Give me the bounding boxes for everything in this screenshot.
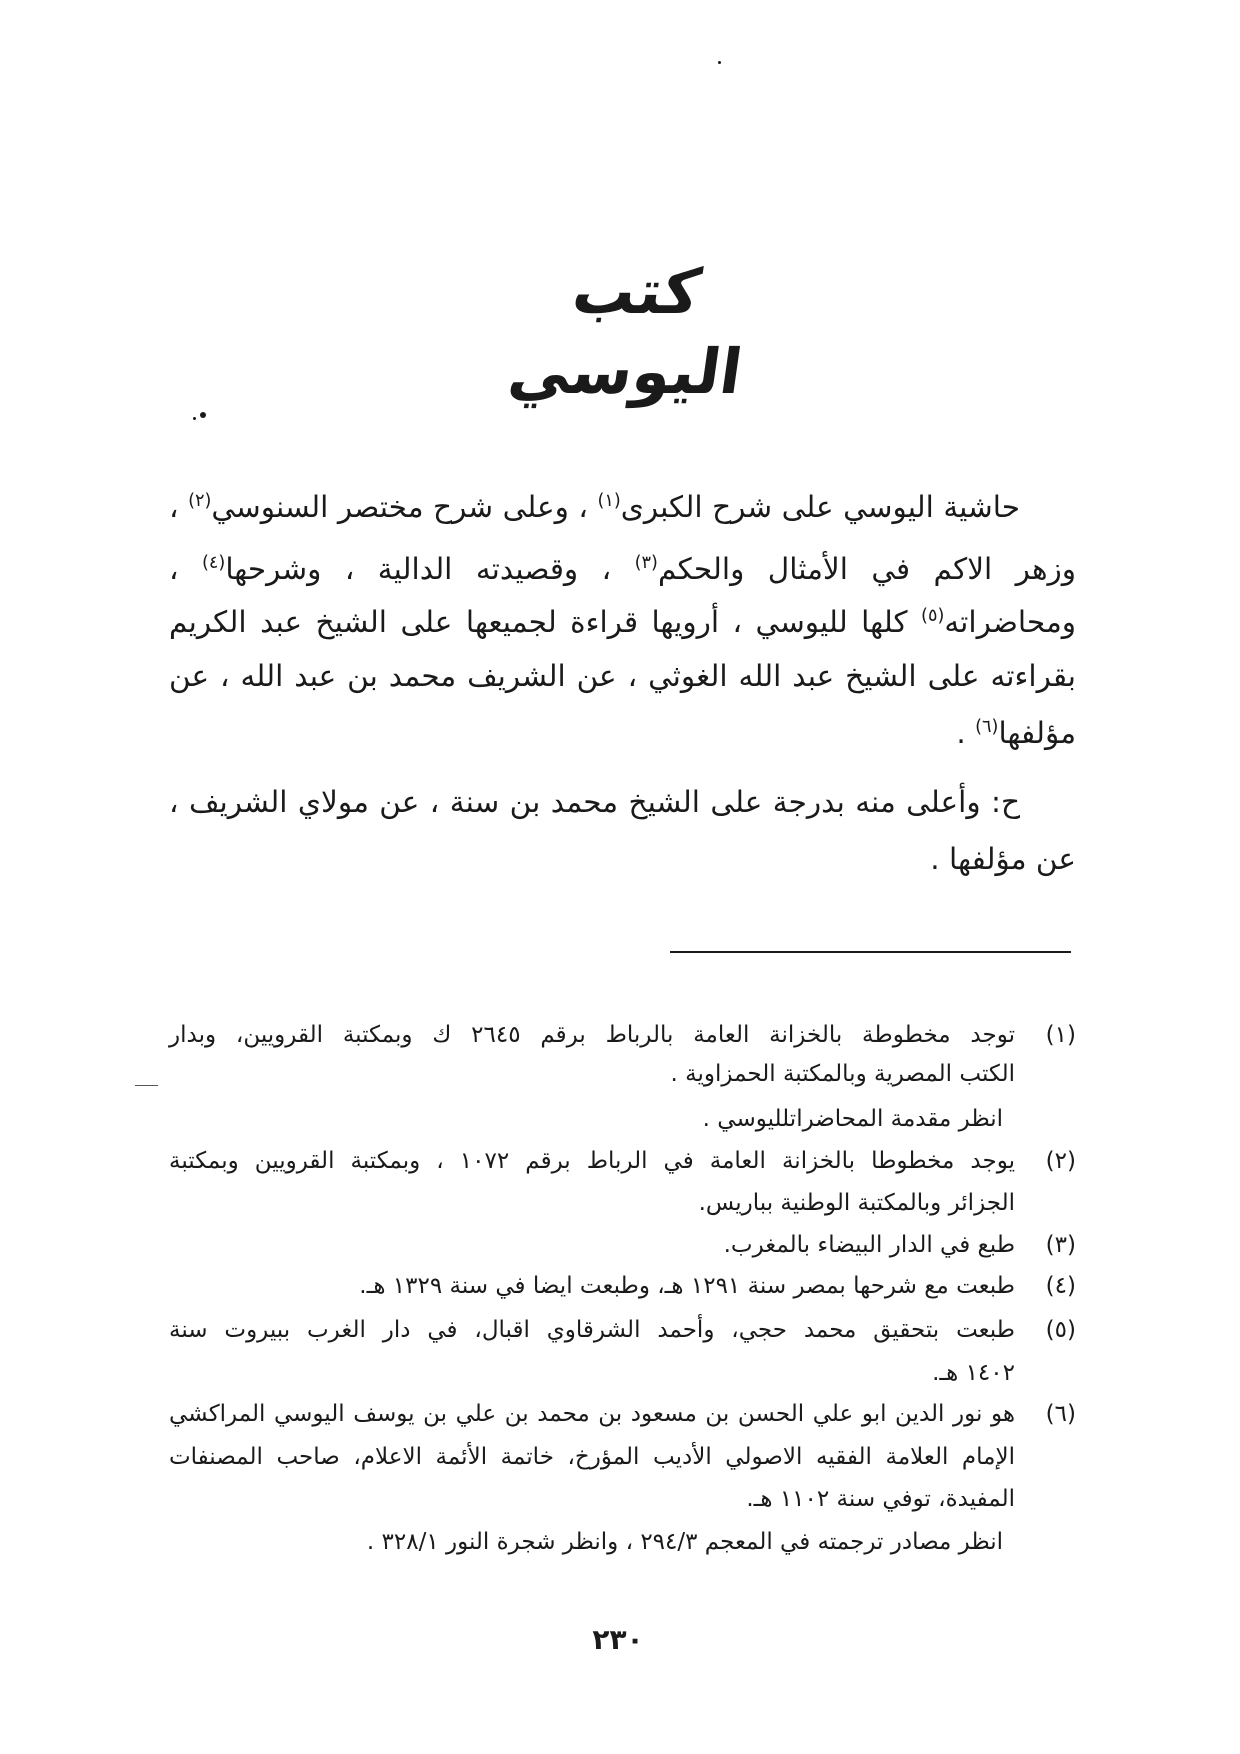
footnote-ref: (٢)	[188, 491, 212, 512]
body-text: مؤلفها	[998, 716, 1076, 750]
body-line	[169, 479, 1020, 535]
body-line	[169, 648, 1076, 704]
footnote-line: انظر مصادر ترجمته في المعجم ٢٩٤/٣ ، وانظر شجرة النور ٣٢٨/١ .	[366, 1529, 1003, 1555]
footnote-line: توجد مخطوطة بالخزانة العامة بالرباط برقم ٢٦٤٥ ك وبمكتبة القرويين، وبدار	[169, 1022, 1016, 1048]
footnote-line: الجزائر وبالمكتبة الوطنية بباريس.	[698, 1190, 1015, 1216]
footnote-number: (١)	[1045, 1022, 1076, 1048]
body-text: عن مؤلفها .	[930, 842, 1076, 876]
body-text: ومحاضراته	[944, 605, 1076, 639]
body-line	[169, 594, 1076, 650]
footnote-ref: (١)	[597, 491, 621, 512]
body-text: ، وقصيدته الدالية ، وشرحها	[225, 552, 635, 586]
footnote-line: طبعت بتحقيق محمد حجي، وأحمد الشرقاوي اقبال، في دار الغرب ببيروت سنة	[169, 1317, 1015, 1343]
ink-speck	[718, 61, 721, 64]
ink-speck	[200, 412, 206, 418]
chapter-title: كتب اليوسي	[504, 255, 747, 408]
footnote-number: (٤)	[1045, 1273, 1076, 1299]
footnote-number: (٦)	[1045, 1401, 1076, 1427]
footnote-line: ١٤٠٢ هـ.	[932, 1360, 1015, 1386]
footnote-ref: (٦)	[975, 717, 999, 738]
body-text: بقراءته على الشيخ عبد الله الغوثي ، عن الشريف محمد بن عبد الله ، عن	[169, 659, 1076, 693]
body-text: وزهر الاكم في الأمثال والحكم	[657, 552, 1077, 586]
footnote-line: طبعت مع شرحها بمصر سنة ١٢٩١ هـ، وطبعت ايضا في سنة ١٣٢٩ هـ.	[359, 1273, 1015, 1299]
body-line	[169, 541, 1076, 597]
body-text: كلها لليوسي ، أرويها قراءة لجميعها على الشيخ عبد الكريم	[169, 605, 922, 639]
footnote-ref: (٥)	[921, 606, 945, 627]
body-line	[169, 705, 1076, 761]
footnote-line: يوجد مخطوطا بالخزانة العامة في الرباط برقم ١٠٧٢ ، وبمكتبة القرويين وبمكتبة	[169, 1148, 1015, 1174]
footnote-line: انظر مقدمة المحاضراتلليوسي .	[702, 1106, 1003, 1132]
ink-speck	[193, 417, 196, 420]
body-text: ،	[169, 552, 202, 586]
body-text: حاشية اليوسي على شرح الكبرى	[620, 490, 1020, 524]
margin-mark	[135, 1085, 158, 1086]
body-line	[169, 774, 1020, 830]
page-number: ٢٣٠	[592, 1623, 644, 1656]
footnote-number: (٢)	[1045, 1148, 1076, 1174]
footnote-line: هو نور الدين ابو علي الحسن بن مسعود بن محمد بن علي بن يوسف اليوسي المراكشي	[169, 1401, 1015, 1427]
body-text: .	[956, 716, 976, 750]
body-text: ح: وأعلى منه بدرجة على الشيخ محمد بن سنة ، عن مولاي الشريف ،	[169, 785, 1020, 819]
body-text: ، وعلى شرح مختصر السنوسي	[211, 490, 598, 524]
footnote-line: الإمام العلامة الفقيه الاصولي الأديب المؤرخ، خاتمة الأئمة الاعلام، صاحب المصنفات	[169, 1444, 1015, 1470]
body-text: ،	[169, 490, 189, 524]
footnote-line: المفيدة، توفي سنة ١١٠٢ هـ.	[746, 1486, 1015, 1512]
footnote-line: طبع في الدار البيضاء بالمغرب.	[723, 1232, 1015, 1258]
footnote-divider	[670, 951, 1071, 953]
footnote-number: (٣)	[1045, 1232, 1076, 1258]
footnote-line: الكتب المصرية وبالمكتبة الحمزاوية .	[670, 1061, 1015, 1087]
footnote-number: (٥)	[1045, 1317, 1076, 1343]
body-line	[169, 831, 1076, 887]
footnote-ref: (٣)	[634, 553, 658, 574]
footnote-ref: (٤)	[201, 553, 226, 574]
